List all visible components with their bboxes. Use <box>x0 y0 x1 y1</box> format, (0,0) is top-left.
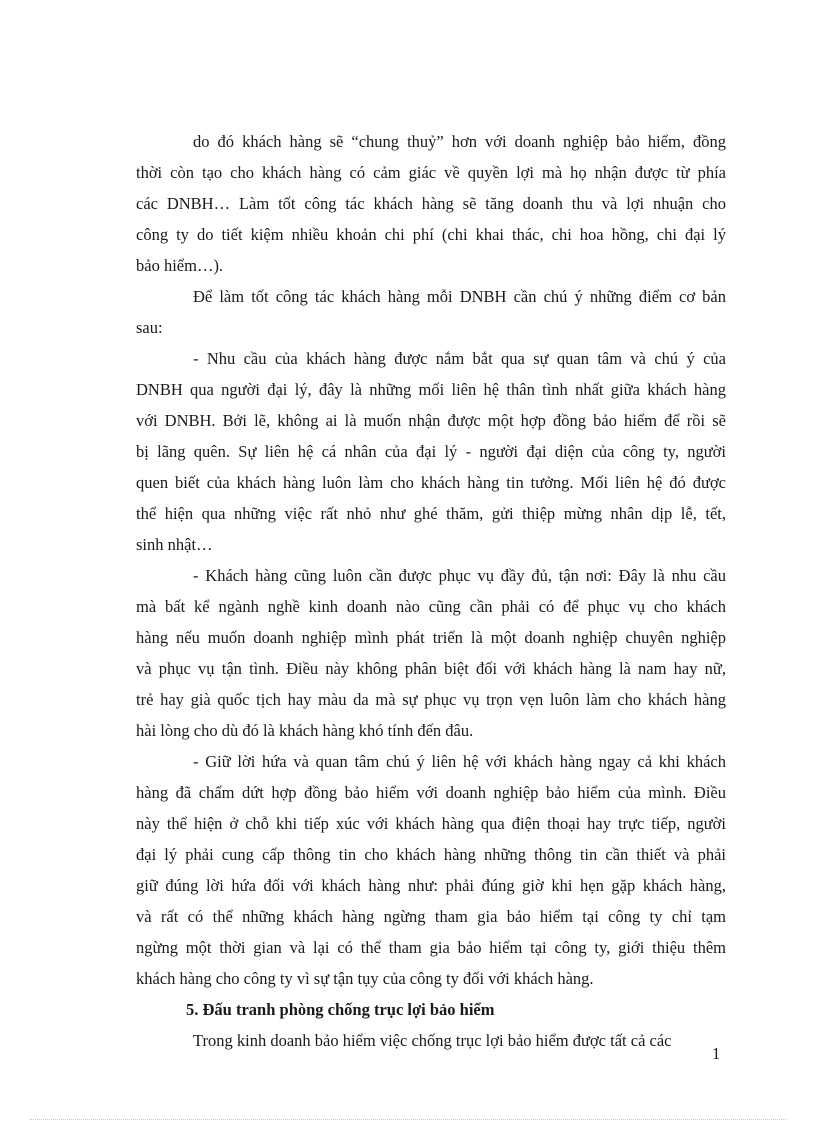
text-line: bị lãng quên. Sự liên hệ cá nhân của đại lý - người đại diện của công ty, người <box>136 442 726 461</box>
text-line: đại lý phải cung cấp thông tin cho khách hàng những thông tin cần thiết và phải <box>136 845 726 864</box>
text-line: Để làm tốt công tác khách hàng mỗi DNBH cần chú ý những điểm cơ bản <box>193 287 726 306</box>
text-line: - Khách hàng cũng luôn cần được phục vụ đầy đủ, tận nơi: Đây là nhu cầu <box>193 566 726 585</box>
page-divider <box>30 1119 786 1120</box>
text-line: thể hiện qua những việc rất nhỏ như ghé thăm, gửi thiệp mừng nhân dịp lễ, tết, <box>136 504 726 523</box>
text-line: và phục vụ tận tình. Điều này không phân biệt đối với khách hàng là nam hay nữ, <box>136 659 726 678</box>
text-line: bảo hiểm…). <box>136 256 224 275</box>
text-line: hàng nếu muốn doanh nghiệp mình phát triển là một doanh nghiệp chuyên nghiệp <box>136 628 726 647</box>
text-line: công ty do tiết kiệm nhiều khoản chi phí (chi khai thác, chi hoa hồng, chi đại lý <box>136 225 726 244</box>
text-line: hàng đã chấm dứt hợp đồng bảo hiểm với doanh nghiệp bảo hiểm của mình. Điều <box>136 783 726 802</box>
text-line: và rất có thể những khách hàng ngừng tham gia bảo hiểm tại công ty chỉ tạm <box>136 907 726 926</box>
text-line: sinh nhật… <box>136 535 213 554</box>
text-line: Trong kinh doanh bảo hiểm việc chống trục lợi bảo hiểm được tất cả các <box>193 1031 672 1050</box>
section-heading: 5. Đấu tranh phòng chống trục lợi bảo hiểm <box>186 1000 495 1019</box>
text-line: các DNBH… Làm tốt công tác khách hàng sẽ tăng doanh thu và lợi nhuận cho <box>136 194 726 213</box>
text-line: sau: <box>136 318 163 337</box>
text-line: này thể hiện ở chỗ khi tiếp xúc với khách hàng qua điện thoại hay trực tiếp, người <box>136 814 726 833</box>
text-line: quen biết của khách hàng luôn làm cho khách hàng tin tưởng. Mối liên hệ đó được <box>136 473 726 492</box>
text-line: với DNBH. Bởi lẽ, không ai là muốn nhận được một hợp đồng bảo hiểm để rồi sẽ <box>136 411 726 430</box>
text-line: giữ đúng lời hứa đối với khách hàng như: phải đúng giờ khi hẹn gặp khách hàng, <box>136 876 726 895</box>
text-line: trẻ hay già quốc tịch hay màu da mà sự phục vụ trọn vẹn luôn làm cho khách hàng <box>136 690 726 709</box>
text-line: khách hàng cho công ty vì sự tận tụy của công ty đối với khách hàng. <box>136 969 594 988</box>
text-line: hài lòng cho dù đó là khách hàng khó tính đến đâu. <box>136 721 474 740</box>
page-number: 1 <box>712 1044 721 1063</box>
text-line: thời còn tạo cho khách hàng có cảm giác về quyền lợi mà họ nhận được từ phía <box>136 163 726 182</box>
text-line: do đó khách hàng sẽ “chung thuỷ” hơn với doanh nghiệp bảo hiểm, đồng <box>193 132 726 151</box>
text-line: - Giữ lời hứa và quan tâm chú ý liên hệ với khách hàng ngay cả khi khách <box>193 752 726 771</box>
text-line: ngừng một thời gian và lại có thể tham gia bảo hiểm tại công ty, giới thiệu thêm <box>136 938 726 957</box>
text-line: mà bất kể ngành nghề kinh doanh nào cũng cần phải có để phục vụ cho khách <box>136 597 726 616</box>
text-line: DNBH qua người đại lý, đây là những mối liên hệ thân tình nhất giữa khách hàng <box>136 380 726 399</box>
text-line: - Nhu cầu của khách hàng được nắm bắt qua sự quan tâm và chú ý của <box>193 349 726 368</box>
